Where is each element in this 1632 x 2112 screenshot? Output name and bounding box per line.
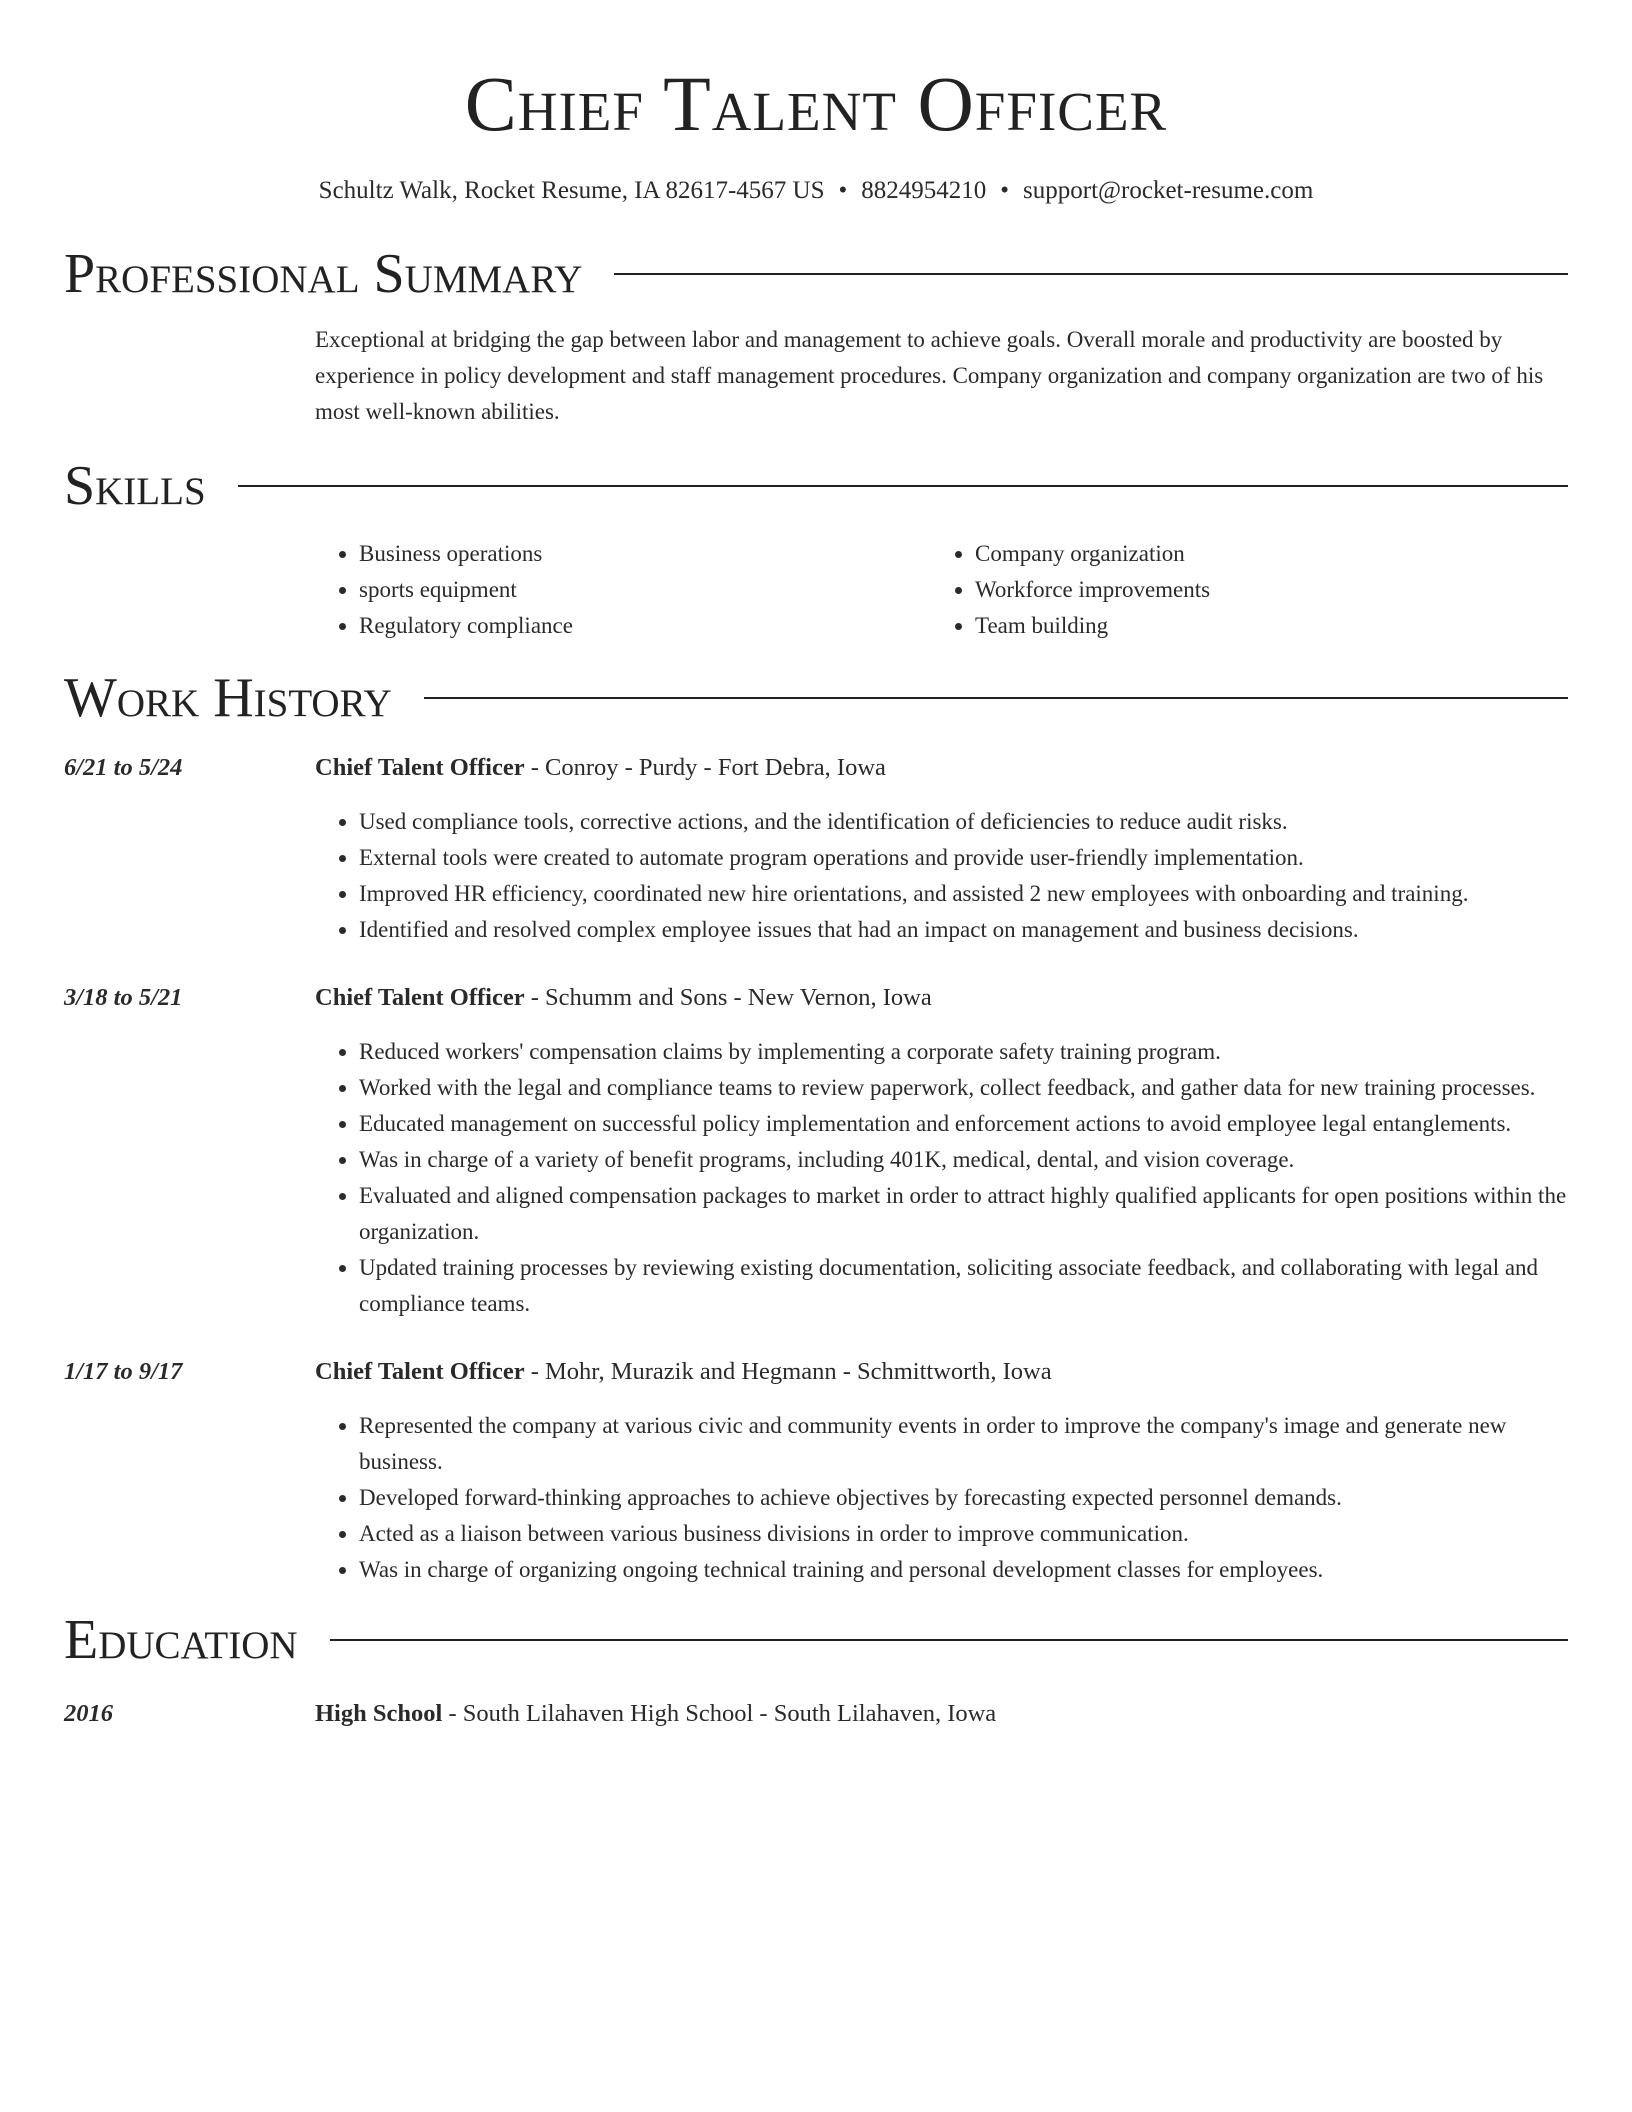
work-section-header xyxy=(64,668,1568,728)
education-details: - South Lilahaven High School - South Lilahaven, Iowa xyxy=(442,1700,997,1727)
skills-column-2 xyxy=(931,536,1547,644)
job-bullet: • Updated training processes by reviewing existing documentation, soliciting associate feedback, and collaborating with legal and compliance teams. xyxy=(359,1250,1568,1322)
job-bullet: • Reduced workers' compensation claims by implementing a corporate safety training program. xyxy=(359,1034,1568,1070)
job-bullet: • Used compliance tools, corrective actions, and the identification of deficiencies to reduce audit risks. xyxy=(359,804,1568,840)
skill-item: • Regulatory compliance xyxy=(359,608,931,644)
contact-email: support@rocket-resume.com xyxy=(1023,177,1314,204)
skills-section-header xyxy=(64,456,1568,516)
skill-item: • sports equipment xyxy=(359,572,931,608)
education-year: 2016 xyxy=(64,1700,113,1727)
summary-text: Exceptional at bridging the gap between labor and management to achieve goals. Overall morale and productivity are boosted by experience in policy development and staff management procedures. Company organization and company organization are two of his most well-known abilities. xyxy=(315,327,1544,424)
work-heading: Work History xyxy=(64,667,392,729)
job-bullet: • Was in charge of organizing ongoing technical training and personal development classes for employees. xyxy=(359,1552,1568,1588)
job-dates: 6/21 to 5/24 xyxy=(64,754,183,781)
contact-separator: • xyxy=(838,177,848,204)
job-bullet: • Developed forward-thinking approaches to achieve objectives by forecasting expected personnel demands. xyxy=(359,1480,1568,1516)
job-title-line xyxy=(315,1354,1052,1390)
job-entry xyxy=(64,980,1568,1322)
skill-item: • Team building xyxy=(975,608,1547,644)
job-entry xyxy=(64,750,1568,948)
job-title: Chief Talent Officer xyxy=(315,754,525,781)
skills-column-1 xyxy=(315,536,931,644)
job-details: - Conroy - Purdy - Fort Debra, Iowa xyxy=(524,754,886,781)
skill-item: • Company organization xyxy=(975,536,1547,572)
resume-page xyxy=(64,0,1568,1732)
section-divider xyxy=(424,697,1568,699)
job-entry xyxy=(64,1354,1568,1588)
job-title: Chief Talent Officer xyxy=(315,1358,525,1385)
job-details: - Mohr, Murazik and Hegmann - Schmittworth, Iowa xyxy=(524,1358,1052,1385)
job-bullet: • Educated management on successful policy implementation and enforcement actions to avoid employee legal entanglements. xyxy=(359,1106,1568,1142)
job-dates: 3/18 to 5/21 xyxy=(64,984,183,1011)
section-divider xyxy=(614,273,1568,275)
job-bullet: • Identified and resolved complex employee issues that had an impact on management and business decisions. xyxy=(359,912,1568,948)
summary-heading: Professional Summary xyxy=(64,243,583,305)
job-bullet: • Acted as a liaison between various business divisions in order to improve communication. xyxy=(359,1516,1568,1552)
job-title-line xyxy=(315,980,932,1016)
skill-item: • Workforce improvements xyxy=(975,572,1547,608)
education-section-header xyxy=(64,1610,1568,1670)
education-degree: High School xyxy=(315,1700,443,1727)
education-entry xyxy=(64,1696,1568,1732)
contact-line xyxy=(64,176,1568,206)
job-bullet: • Represented the company at various civic and community events in order to improve the company's image and generate new business. xyxy=(359,1408,1568,1480)
job-details: - Schumm and Sons - New Vernon, Iowa xyxy=(524,984,932,1011)
job-header xyxy=(64,980,1568,1016)
job-bullet: • Worked with the legal and compliance teams to review paperwork, collect feedback, and gather data for new training processes. xyxy=(359,1070,1568,1106)
job-bullet: • Improved HR efficiency, coordinated new hire orientations, and assisted 2 new employees with onboarding and training. xyxy=(359,876,1568,912)
contact-separator: • xyxy=(1000,177,1010,204)
job-dates: 1/17 to 9/17 xyxy=(64,1358,183,1385)
job-bullet: • Was in charge of a variety of benefit programs, including 401K, medical, dental, and vision coverage. xyxy=(359,1142,1568,1178)
job-header xyxy=(64,750,1568,786)
skills-heading: Skills xyxy=(64,455,206,517)
job-bullets xyxy=(315,1034,1568,1322)
education-line xyxy=(315,1696,996,1732)
skills-list xyxy=(315,536,1568,644)
job-title: Chief Talent Officer xyxy=(315,984,525,1011)
contact-phone: 8824954210 xyxy=(861,177,987,204)
section-divider xyxy=(238,485,1568,487)
job-header xyxy=(64,1354,1568,1390)
education-heading: Education xyxy=(64,1609,298,1671)
job-title-line xyxy=(315,750,886,786)
job-bullet: • External tools were created to automate program operations and provide user-friendly implementation. xyxy=(359,840,1568,876)
skill-item: • Business operations xyxy=(359,536,931,572)
summary-section-header xyxy=(64,244,1568,304)
section-divider xyxy=(330,1639,1568,1641)
job-bullets xyxy=(315,1408,1568,1588)
job-bullet: • Evaluated and aligned compensation packages to market in order to attract highly qualified applicants for open positions within the organization. xyxy=(359,1178,1568,1250)
contact-address: Schultz Walk, Rocket Resume, IA 82617-4567 US xyxy=(318,177,825,204)
job-bullets xyxy=(315,804,1568,948)
work-history-list xyxy=(64,750,1568,1588)
resume-name: Chief Talent Officer xyxy=(464,60,1168,147)
